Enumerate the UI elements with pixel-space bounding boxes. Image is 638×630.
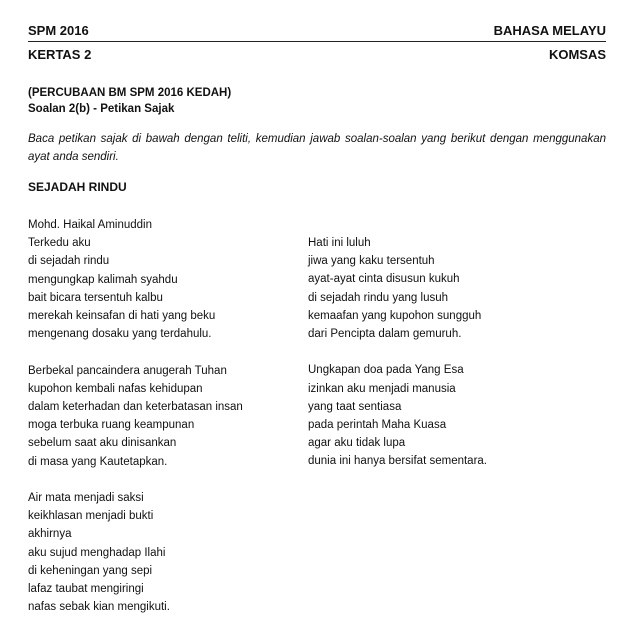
stanza-gap xyxy=(28,471,243,489)
poem-line: ayat-ayat cinta disusun kukuh xyxy=(308,273,460,286)
poem-left-column xyxy=(28,216,243,616)
poem-line: di masa yang Kautetapkan. xyxy=(28,455,168,468)
header-row-sub xyxy=(28,47,606,65)
question-source xyxy=(28,85,231,117)
poem-line: sebelum saat aku dinisankan xyxy=(28,437,177,450)
instruction-text: Baca petikan sajak di bawah dengan teliti, kemudian jawab soalan-soalan yang berikut dengan menggunakan ayat anda sendiri. xyxy=(28,133,606,163)
header-section: KOMSAS xyxy=(548,47,606,62)
poem-line: nafas sebak kian mengikuti. xyxy=(28,601,170,614)
poem-line: moga terbuka ruang keampunan xyxy=(28,419,195,432)
poem-author: Mohd. Haikal Aminuddin xyxy=(28,219,153,231)
poem-line: jiwa yang kaku tersentuh xyxy=(308,255,435,268)
poem-line: Air mata menjadi saksi xyxy=(28,492,144,505)
poem-line: kemaafan yang kupohon sungguh xyxy=(308,309,482,322)
poem-line: lafaz taubat mengiringi xyxy=(28,583,144,596)
poem-line: mengenang dosaku yang terdahulu. xyxy=(28,328,212,341)
poem-line: di sejadah rindu xyxy=(28,255,110,268)
poem-line: pada perintah Maha Kuasa xyxy=(308,419,447,432)
poem-line: Berbekal pancaindera anugerah Tuhan xyxy=(28,364,227,377)
stanza-gap xyxy=(308,343,487,361)
poem-line: merekah keinsafan di hati yang beku xyxy=(28,310,216,323)
exam-source: (PERCUBAAN BM SPM 2016 KEDAH) xyxy=(28,87,232,99)
poem-line: di sejadah rindu yang lusuh xyxy=(308,291,449,304)
header-paper: KERTAS 2 xyxy=(28,47,92,62)
poem-line: Terkedu aku xyxy=(28,237,91,250)
poem-line: keikhlasan menjadi bukti xyxy=(28,510,154,523)
header-exam-year: SPM 2016 xyxy=(28,23,89,38)
poem-line: izinkan aku menjadi manusia xyxy=(308,382,456,395)
poem-line: Ungkapan doa pada Yang Esa xyxy=(308,364,464,377)
poem-line: dari Pencipta dalam gemuruh. xyxy=(308,328,462,341)
poem-line: mengungkap kalimah syahdu xyxy=(28,273,178,286)
poem-line: bait bicara tersentuh kalbu xyxy=(28,291,163,304)
header-row-top xyxy=(28,23,606,42)
poem-line: di keheningan yang sepi xyxy=(28,564,153,577)
question-label: Soalan 2(b) - Petikan Sajak xyxy=(28,103,175,115)
poem-line: dunia ini hanya bersifat sementara. xyxy=(308,455,487,468)
poem-right-column xyxy=(308,234,487,471)
poem-line: Hati ini luluh xyxy=(308,237,371,249)
poem-line: kupohon kembali nafas kehidupan xyxy=(28,382,203,395)
stanza-gap xyxy=(28,343,243,361)
poem-line: yang taat sentiasa xyxy=(308,400,402,413)
poem-line: dalam keterhadan dan keterbatasan insan xyxy=(28,401,243,414)
poem-title: SEJADAH RINDU xyxy=(28,180,127,194)
header-subject: BAHASA MELAYU xyxy=(493,23,606,38)
poem-line: akhirnya xyxy=(28,528,72,541)
poem-line: aku sujud menghadap Ilahi xyxy=(28,546,166,559)
poem-line: agar aku tidak lupa xyxy=(308,437,406,450)
